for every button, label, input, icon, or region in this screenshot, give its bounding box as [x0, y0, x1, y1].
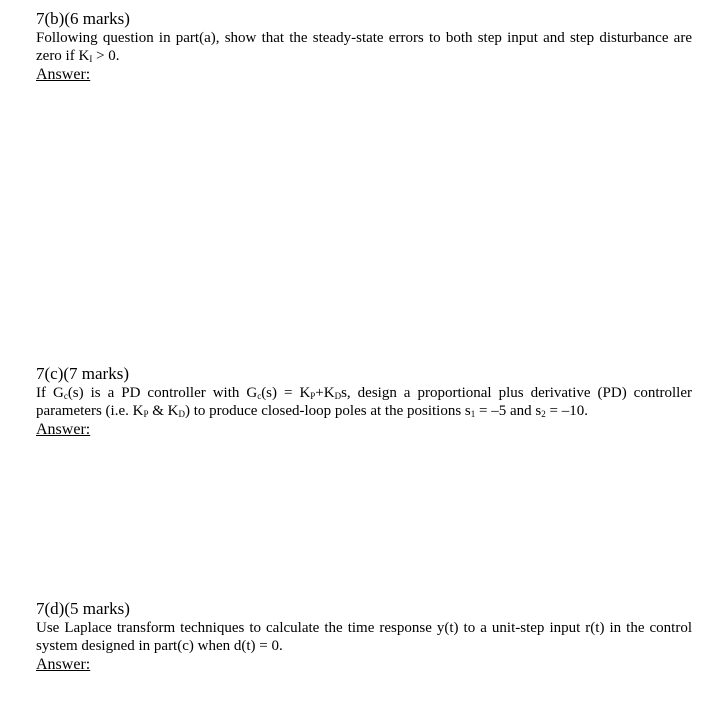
question-7c: [36, 364, 692, 440]
text-run: +K: [315, 385, 335, 401]
subscript: c: [257, 391, 262, 401]
subscript: c: [63, 391, 68, 401]
question-7d-text: [36, 619, 692, 655]
text-run: Following question in part(a), show that the steady-state errors to both step input and step disturbance are zero if K: [36, 30, 692, 64]
question-7d: [36, 599, 692, 675]
subscript: D: [178, 409, 185, 419]
question-7b: [36, 9, 692, 85]
text-run: (s) is a PD controller with G: [67, 385, 258, 401]
question-7b-answer-label: Answer:: [36, 66, 91, 83]
text-run: & K: [148, 403, 179, 419]
question-7c-answer-label: Answer:: [36, 421, 91, 438]
question-7b-heading: 7(b)(6 marks): [36, 9, 130, 28]
subscript: D: [334, 391, 342, 401]
text-run: Use Laplace transform techniques to calculate the time response y(t) to a unit-step input r(t) in the control system designed in part(c) when d(t) = 0.: [36, 620, 692, 654]
question-7b-text: [36, 29, 692, 65]
text-run: (s) = K: [261, 385, 311, 401]
subscript: 1: [470, 409, 476, 419]
subscript: P: [143, 409, 149, 419]
question-7c-text: [36, 384, 692, 420]
text-run: = –5 and s: [475, 403, 542, 419]
subscript: I: [89, 54, 93, 64]
text-run: ) to produce closed-loop poles at the positions s: [184, 403, 471, 419]
question-7d-heading: 7(d)(5 marks): [36, 599, 130, 618]
question-7d-answer-label: Answer:: [36, 656, 91, 673]
text-run: If G: [36, 385, 64, 401]
text-run: s, design a proportional plus derivative (PD) controller parameters (i.e. K: [36, 385, 692, 419]
subscript: P: [310, 391, 316, 401]
question-7c-heading: 7(c)(7 marks): [36, 364, 129, 383]
subscript: 2: [541, 409, 546, 419]
text-run: = –10.: [545, 403, 588, 419]
text-run: > 0.: [92, 48, 120, 64]
